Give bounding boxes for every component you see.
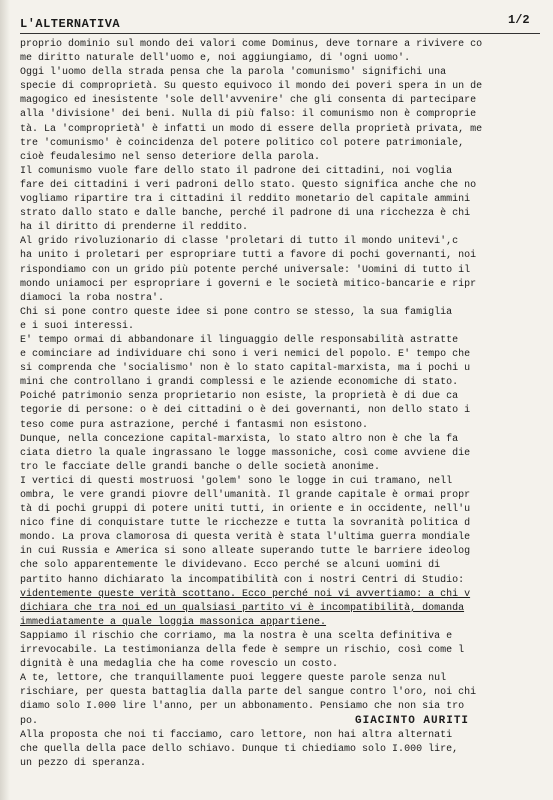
header-rule: [20, 33, 540, 34]
text-line: Alla proposta che noi ti facciamo, caro lettore, non hai altra alternati: [20, 729, 453, 741]
text-line: Oggi l'uomo della strada pensa che la parola 'comunismo' significhi una: [20, 67, 447, 79]
text-line: diamo solo I.000 lire l'anno, per un abbonamento. Pensiamo che non sia tro: [20, 701, 465, 713]
paragraph: [20, 38, 548, 66]
text-line: teso come pura astrazione, perché i fantasmi non esistono.: [20, 419, 369, 431]
text-line: Poiché patrimonio senza proprietario non esiste, la proprietà è di due ca: [20, 391, 459, 403]
article-body: [20, 38, 548, 771]
text-line: fare dei cittadini i veri padroni dello stato. Questo significa anche che no: [20, 179, 477, 191]
text-line: magogico ed inesistente 'sole dell'avvenire' che gli consenta di partecipare: [20, 95, 477, 107]
paragraph: [20, 630, 548, 672]
author-signature: GIACINTO AURITI: [355, 715, 470, 727]
text-line: proprio dominio sul mondo dei valori come Dominus, deve tornare a rivivere co: [20, 39, 483, 50]
text-line: me diritto naturale dell'uomo e, noi aggiungiamo, di 'ogni uomo'.: [20, 53, 411, 65]
text-line: diamoci la roba nostra'.: [20, 292, 165, 304]
text-line: e i suoi interessi.: [20, 320, 135, 332]
text-line: immediatamente a quale loggia massonica appartiene.: [20, 616, 327, 628]
text-line: vogliamo ripartire tra i cittadini il reddito monetario del capitale ammini: [20, 194, 471, 206]
text-line: Dunque, nella concezione capital-marxista, lo stato altro non è che la fa: [20, 433, 459, 445]
text-line: ombra, le vere grandi piovre dell'umanità. Il grande capitale è ormai propr: [20, 490, 471, 501]
paragraph: [20, 433, 548, 475]
text-line: irrevocabile. La testimonianza della fede è sempre un rischio, così come l: [20, 645, 465, 657]
text-line: videntemente queste verità scottano. Ecco perché noi vi avvertiamo: a chi v: [20, 588, 471, 600]
text-line: rischiare, per questa battaglia dalla parte del sangue contro l'oro, noi chi: [20, 687, 477, 699]
text-line: mondo uniamoci per espropriare i governi e le società mitico-bancarie e ripr: [20, 278, 477, 290]
paragraph: [20, 66, 548, 165]
text-line: tà di pochi gruppi di potere uniti tutti, in oriente e in occidente, nell'u: [20, 504, 471, 516]
text-line: in cui Russia e America si sono alleate superando tutte le barriere ideolog: [20, 546, 471, 558]
paragraph: [20, 235, 548, 305]
text-line: che quella della pace dello schiavo. Dunque ti chiediamo solo I.000 lire,: [20, 743, 459, 755]
text-line: po.: [20, 715, 39, 727]
scan-shadow: [0, 0, 10, 800]
text-line: partito hanno dichiarato la incompatibilità con i nostri Centri di Studio:: [20, 574, 465, 586]
text-line: dichiara che tra noi ed un qualsiasi partito vi è incompatibilità, domanda: [20, 602, 465, 614]
paragraph: [20, 165, 548, 235]
text-line: E' tempo ormai di abbandonare il linguaggio delle responsabilità astratte: [20, 334, 459, 346]
text-line: un pezzo di speranza.: [20, 757, 147, 769]
text-line: che solo apparentemente le dividevano. Ecco perché se alcuni uomini di: [20, 560, 441, 572]
text-line: mini che controllano i grandi complessi e le aziende economiche di stato.: [20, 377, 459, 389]
text-line: ha il diritto di prenderne il reddito.: [20, 222, 249, 234]
text-line: tre 'comunismo' è coincidenza del potere politico col potere patrimoniale,: [20, 137, 465, 149]
text-line: tegorie di persone: o è dei cittadini o è dei governanti, non dello stato i: [20, 405, 471, 417]
text-line: Sappiamo il rischio che corriamo, ma la nostra è una scelta definitiva e: [20, 630, 453, 642]
paragraph: [20, 306, 548, 334]
text-line: strato dallo stato e dalle banche, perché il padrone di una ricchezza è chi: [20, 208, 471, 220]
text-line: nico fine di conquistare tutte le ricchezze e tutta la sovranità politica d: [20, 518, 471, 530]
text-line: e cominciare ad individuare chi sono i veri nemici del popolo. E' tempo che: [20, 349, 471, 361]
text-line: specie di comproprietà. Su questo equivoco il mondo dei poveri spera in un de: [20, 81, 483, 93]
text-line: tà. La 'comproprietà' è infatti un modo di essere della proprietà privata, me: [20, 123, 483, 135]
page-number: 1/2: [508, 13, 530, 27]
text-line: Il comunismo vuole fare dello stato il padrone dei cittadini, noi voglia: [20, 165, 453, 177]
text-line: ha unito i proletari per espropriare tutti a favore di pochi governanti, noi: [20, 250, 477, 262]
text-line: ciata dietro la quale ingrassano le logge massoniche, così come avviene die: [20, 447, 471, 459]
paragraph: [20, 390, 548, 432]
text-line: si comprenda che 'socialismo' non è lo stato capital-marxista, ma i pochi u: [20, 363, 471, 375]
masthead: L'ALTERNATIVA: [20, 17, 121, 31]
text-line: Al grido rivoluzionario di classe 'proletari di tutto il mondo unitevi',c: [20, 236, 459, 248]
text-line: dignità è una medaglia che ha come rovescio un costo.: [20, 659, 339, 671]
text-line: mondo. La prova clamorosa di questa verità è stata l'ultima guerra mondiale: [20, 532, 471, 544]
text-line: A te, lettore, che tranquillamente puoi leggere queste parole senza nul: [20, 673, 447, 685]
text-line: rispondiamo con un grido più potente perché universale: 'Uomini di tutto il: [20, 264, 471, 276]
text-line: alla 'divisione' dei beni. Nulla di più falso: il comunismo non è comproprie: [20, 109, 477, 121]
paragraph: [20, 475, 548, 630]
text-line: I vertici di questi mostruosi 'golem' sono le logge in cui tramano, nell: [20, 475, 453, 487]
paragraph: [20, 334, 548, 390]
text-line: Chi si pone contro queste idee si pone contro se stesso, la sua famiglia: [20, 306, 453, 318]
text-line: tro le facciate delle grandi banche o delle società anonime.: [20, 461, 381, 473]
paragraph: [20, 729, 548, 771]
text-line: cioè feudalesimo nel senso deteriore della parola.: [20, 151, 321, 163]
